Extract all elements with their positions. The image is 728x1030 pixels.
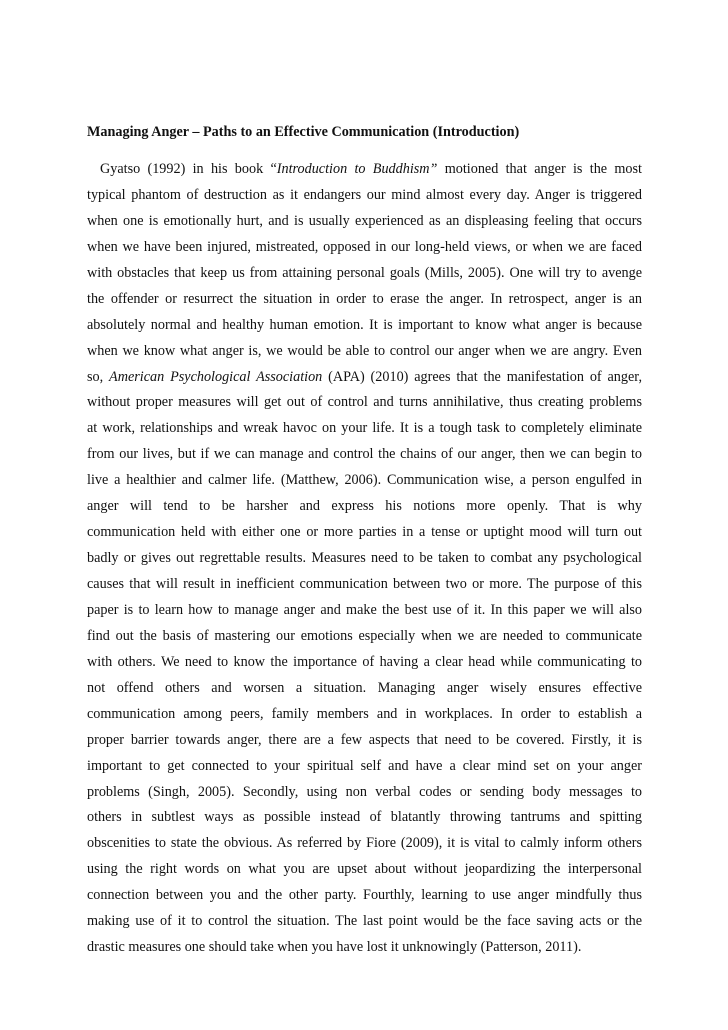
- text-segment: when one is emotionally hurt, and is usually experienced as an displeasing feeling that occurs: [87, 212, 642, 229]
- paragraph-line: [87, 159, 642, 185]
- text-segment: paper is to learn how to manage anger and make the best use of it. In this paper we will also: [87, 601, 642, 618]
- paragraph-line: [87, 885, 642, 911]
- text-segment: motioned that anger is the most: [437, 161, 642, 177]
- text-segment: (APA) (2010) agrees that the manifestation of anger,: [322, 368, 642, 385]
- text-segment: the offender or resurrect the situation in order to erase the anger. In retrospect, anger is an: [87, 290, 642, 307]
- text-segment: find out the basis of mastering our emotions especially when we are needed to communicate: [87, 627, 642, 644]
- paragraph-line: [87, 367, 642, 393]
- paragraph-line: [87, 341, 642, 367]
- paragraph-line: [87, 211, 642, 237]
- paragraph-line: [87, 600, 642, 626]
- paragraph-line: [87, 315, 642, 341]
- italic-text: American Psychological Association: [109, 368, 323, 385]
- paragraph-line: [87, 730, 642, 756]
- text-segment: Gyatso (1992) in his book “: [100, 161, 277, 177]
- text-segment: connection between you and the other party. Fourthly, learning to use anger mindfully thus: [87, 887, 642, 904]
- text-segment: using the right words on what you are upset about without jeopardizing the interpersonal: [87, 861, 642, 878]
- text-segment: so,: [87, 368, 110, 385]
- paragraph-line: [87, 704, 642, 730]
- text-segment: others in subtlest ways as possible instead of blatantly throwing tantrums and spitting: [87, 809, 642, 826]
- text-segment: badly or gives out regrettable results. Measures need to be taken to combat any psychological: [87, 550, 642, 567]
- text-segment: important to get connected to your spiritual self and have a clear mind set on your anger: [87, 757, 642, 774]
- text-segment: causes that will result in inefficient communication between two or more. The purpose of this: [87, 576, 642, 592]
- paragraph-line: [87, 833, 642, 859]
- body-paragraph: [87, 159, 642, 963]
- paragraph-line: [87, 263, 642, 289]
- paragraph-line: [87, 392, 642, 418]
- text-segment: communication among peers, family members and in workplaces. In order to establish a: [87, 705, 642, 722]
- paragraph-line: [87, 470, 642, 496]
- paragraph-line: [87, 807, 642, 833]
- paragraph-line: [87, 782, 642, 808]
- text-segment: communication held with either one or more parties in a tense or uptight mood will turn out: [87, 524, 642, 541]
- text-segment: from our lives, but if we can manage and control the chains of our anger, then we can begin to: [87, 446, 642, 463]
- text-segment: live a healthier and calmer life. (Matthew, 2006). Communication wise, a person engulfed in: [87, 472, 642, 489]
- text-segment: with others. We need to know the importance of having a clear head while communicating to: [87, 653, 642, 670]
- paragraph-line: [87, 548, 642, 574]
- paragraph-line: [87, 652, 642, 678]
- paragraph-line: [87, 678, 642, 704]
- paragraph-line: [87, 418, 642, 444]
- text-segment: typical phantom of destruction as it endangers our mind almost every day. Anger is triggered: [87, 186, 642, 203]
- text-segment: drastic measures one should take when you have lost it unknowingly (Patterson, 2011).: [87, 939, 582, 956]
- text-segment: when we have been injured, mistreated, opposed in our long-held views, or when we are faced: [87, 238, 642, 255]
- text-segment: obscenities to state the obvious. As referred by Fiore (2009), it is vital to calmly inform others: [87, 835, 642, 852]
- text-segment: not offend others and worsen a situation. Managing anger wisely ensures effective: [87, 679, 642, 696]
- paragraph-line: [87, 496, 642, 522]
- paragraph-line: [87, 237, 642, 263]
- text-segment: making use of it to control the situation. The last point would be the face saving acts or the: [87, 913, 642, 930]
- text-segment: anger will tend to be harsher and express his notions more openly. That is why: [87, 498, 642, 515]
- paragraph-line: [87, 444, 642, 470]
- paragraph-line: [87, 626, 642, 652]
- paragraph-line: [87, 911, 642, 937]
- document-title: Managing Anger – Paths to an Effective Communication (Introduction): [87, 124, 520, 140]
- paragraph-line: [87, 756, 642, 782]
- text-segment: at work, relationships and wreak havoc on your life. It is a tough task to completely eliminate: [87, 420, 642, 437]
- paragraph-line: [87, 937, 642, 963]
- paragraph-line: [87, 185, 642, 211]
- text-segment: problems (Singh, 2005). Secondly, using non verbal codes or sending body messages to: [87, 783, 642, 800]
- text-segment: when we know what anger is, we would be able to control our anger when we are angry. Even: [87, 342, 642, 359]
- paragraph-line: [87, 522, 642, 548]
- text-segment: proper barrier towards anger, there are a few aspects that need to be covered. Firstly, it is: [87, 731, 642, 748]
- text-segment: absolutely normal and healthy human emotion. It is important to know what anger is because: [87, 316, 642, 333]
- paragraph-line: [87, 859, 642, 885]
- text-segment: without proper measures will get out of control and turns annihilative, thus creating problems: [87, 394, 642, 411]
- italic-text: Introduction to Buddhism”: [276, 161, 438, 177]
- paragraph-line: [87, 574, 642, 600]
- paragraph-line: [87, 289, 642, 315]
- text-segment: with obstacles that keep us from attaining personal goals (Mills, 2005). One will try to avenge: [87, 264, 642, 281]
